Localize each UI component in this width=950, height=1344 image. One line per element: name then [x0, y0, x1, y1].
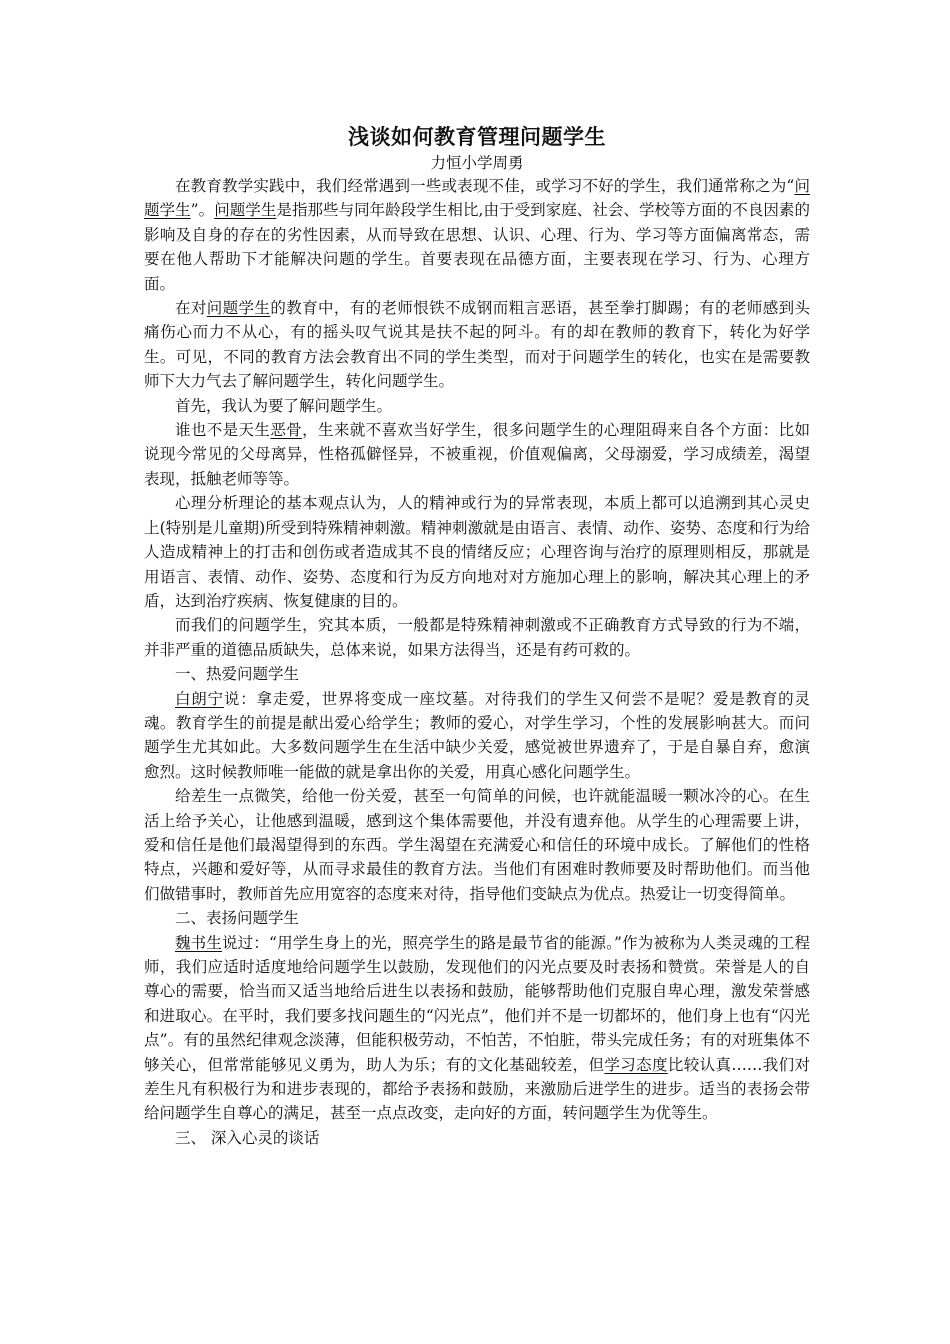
underlined-term: 学习态度: [604, 1055, 668, 1074]
paragraph-care: 给差生一点微笑，给他一份关爱，甚至一句简单的问候，也许就能温暖一颗冰冷的心。在生活上给予关心，让他感到温暖，感到这个集体需要他，并没有遗弃他。从学生的心理需要上讲，爱和信任是他们最渴望得到的东西。学生渴望在充满爱心和信任的环境中成长。了解他们的性格特点，兴趣和爱好等，从而寻求最佳的教育方法。当他们有困难时教师要及时帮助他们。而当他们做错事时，教师首先应用宽容的态度来对待，指导他们变缺点为优点。热爱让一切变得简单。: [144, 787, 810, 903]
paragraph-definition: 在教育教学实践中，我们经常遇到一些或表现不佳，或学习不好的学生，我们通常称之为“问题学生”。问题学生是指那些与同年龄段学生相比,由于受到家庭、社会、学校等方面的不良因素的影响及自身的存在的劣性因素，从而导致在思想、认识、心理、行为、学习等方面偏离常态，需要在他人帮助下才能解决问题的学生。首要表现在品德方面，主要表现在学习、行为、心理方面。: [144, 177, 810, 293]
document-author: 力恒小学周勇: [430, 154, 524, 172]
document-title: 浅谈如何教育管理问题学生: [348, 124, 606, 149]
underlined-term: 白朗宁: [175, 689, 224, 708]
paragraph-first: 首先，我认为要了解问题学生。: [175, 396, 393, 415]
underlined-term: 恶骨: [270, 421, 303, 440]
paragraph-psychoanalysis: 心理分析理论的基本观点认为，人的精神或行为的异常表现，本质上都可以追溯到其心灵史上(特别是儿童期)所受到特殊精神刺激。精神刺激就是由语言、表情、动作、姿势、态度和行为给人造成精神上的打击和创伤或者造成其不良的情绪反应；心理咨询与治疗的原理则相反，那就是用语言、表情、动作、姿势、态度和行为反方向地对对方施加心理上的影响，解决其心理上的矛盾，达到治疗疾病、恢复健康的目的。: [144, 494, 810, 610]
underlined-term: 问题学生: [214, 201, 277, 220]
underlined-term: 问题学生: [206, 299, 271, 318]
paragraph-praise: 魏书生说过：“用学生身上的光，照亮学生的路是最节省的能源。”作为被称为人类灵魂的工程师，我们应适时适度地给问题学生以鼓励，发现他们的闪光点要及时表扬和赞赏。荣誉是人的自尊心的需要，恰当而又适当地给后进生以表扬和鼓励，能够帮助他们克服自卑心理，激发荣誉感和进取心。在平时，我们要多找问题生的“闪光点”，他们并不是一切都坏的，他们身上也有“闪光点”。有的虽然纪律观念淡薄，但能积极劳动，不怕苦，不怕脏，带头完成任务；有的对班集体不够关心，但常常能够见义勇为，助人为乐；有的文化基础较差，但学习态度比较认真……我们对差生凡有积极行为和进步表现的，都给予表扬和鼓励，来激励后进学生的进步。适当的表扬会带给问题学生自尊心的满足，甚至一点点改变，走向好的方面，转问题学生为优等生。: [144, 933, 810, 1123]
section-heading-1: 一、热爱问题学生: [175, 665, 300, 684]
underlined-term: 魏书生: [175, 933, 223, 952]
underlined-term: 问题学生: [144, 177, 810, 220]
section-heading-2: 二、表扬问题学生: [175, 909, 300, 928]
paragraph-teacher-attitudes: 在对问题学生的教育中，有的老师恨铁不成钢而粗言恶语，甚至拳打脚踢；有的老师感到头痛伤心而力不从心，有的摇头叹气说其是扶不起的阿斗。有的却在教师的教育下，转化为好学生。可见，不同的教育方法会教育出不同的学生类型，而对于问题学生的转化，也实在是需要教师下大力气去了解问题学生，转化问题学生。: [144, 299, 810, 391]
paragraph-love-quote: 白朗宁说：拿走爱，世界将变成一座坟墓。对待我们的学生又何尝不是呢？爱是教育的灵魂。教育学生的前提是献出爱心给学生；教师的爱心，对学生学习，个性的发展影响甚大。而问题学生尤其如此。大多数问题学生在生活中缺少关爱，感觉被世界遗弃了，于是自暴自弃，愈演愈烈。这时候教师唯一能做的就是拿出你的关爱，用真心感化问题学生。: [144, 689, 810, 781]
document-page: [144, 122, 810, 1150]
section-heading-3: 三、 深入心灵的谈话: [175, 1128, 320, 1147]
paragraph-essence: 而我们的问题学生，究其本质，一般都是特殊精神刺激或不正确教育方式导致的行为不端，并非严重的道德品质缺失，总体来说，如果方法得当，还是有药可救的。: [144, 616, 810, 659]
paragraph-causes: 谁也不是天生恶骨，生来就不喜欢当好学生，很多问题学生的心理阻碍来自各个方面：比如说现今常见的父母离异，性格孤僻怪异，不被重视，价值观偏离，父母溺爱，学习成绩差，渴望表现，抵触老师等等。: [144, 421, 810, 488]
